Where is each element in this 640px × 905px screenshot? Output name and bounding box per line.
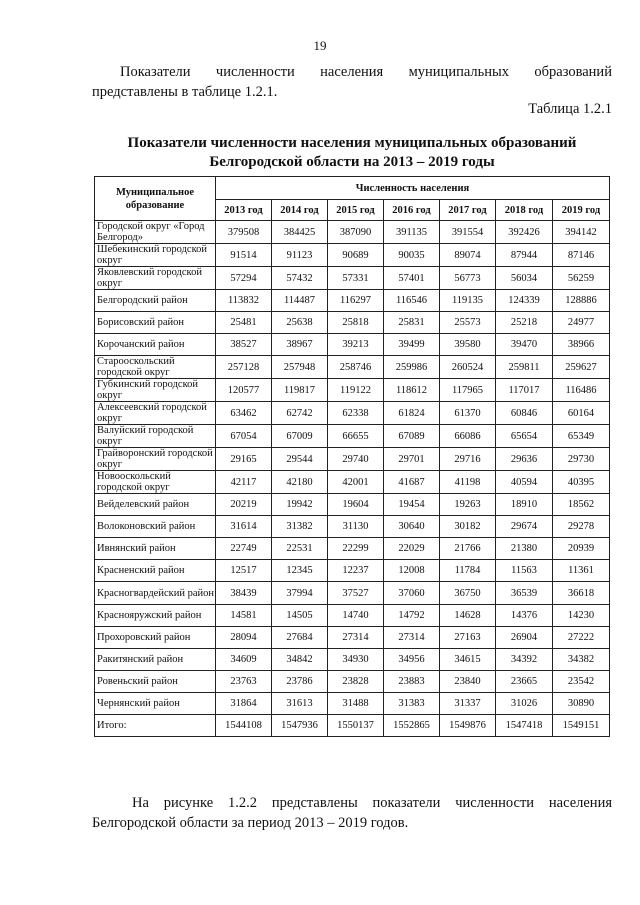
population-cell: 40594 xyxy=(496,471,553,494)
population-cell: 116297 xyxy=(328,290,384,312)
population-cell: 30890 xyxy=(553,693,610,715)
population-cell: 12008 xyxy=(384,560,440,582)
population-cell: 39580 xyxy=(440,334,496,356)
population-cell: 40395 xyxy=(553,471,610,494)
population-cell: 117017 xyxy=(496,379,553,402)
population-cell: 394142 xyxy=(553,221,610,244)
population-cell: 23786 xyxy=(272,671,328,693)
population-cell: 392426 xyxy=(496,221,553,244)
population-cell: 258746 xyxy=(328,356,384,379)
population-cell: 257948 xyxy=(272,356,328,379)
population-cell: 116546 xyxy=(384,290,440,312)
population-cell: 260524 xyxy=(440,356,496,379)
population-cell: 29740 xyxy=(328,448,384,471)
population-cell: 23665 xyxy=(496,671,553,693)
table-row xyxy=(95,627,610,649)
population-cell: 31130 xyxy=(328,516,384,538)
population-cell: 391554 xyxy=(440,221,496,244)
population-cell: 29278 xyxy=(553,516,610,538)
population-cell: 27163 xyxy=(440,627,496,649)
table-label: Таблица 1.2.1 xyxy=(528,101,612,117)
intro-paragraph xyxy=(92,62,612,102)
outro-line-2: Белгородской области за период 2013 – 2019 годов. xyxy=(92,815,409,831)
population-cell: 27222 xyxy=(553,627,610,649)
population-cell: 387090 xyxy=(328,221,384,244)
population-cell: 25218 xyxy=(496,312,553,334)
population-cell: 63462 xyxy=(216,402,272,425)
region-name-cell: Белгородский район xyxy=(95,290,216,312)
population-cell: 117965 xyxy=(440,379,496,402)
population-cell: 25573 xyxy=(440,312,496,334)
population-cell: 56034 xyxy=(496,267,553,290)
population-cell: 34615 xyxy=(440,649,496,671)
population-cell: 25638 xyxy=(272,312,328,334)
population-cell: 11361 xyxy=(553,560,610,582)
region-name-cell: Волоконовский район xyxy=(95,516,216,538)
region-name-cell: Краснояружский район xyxy=(95,605,216,627)
population-cell: 31026 xyxy=(496,693,553,715)
population-cell: 18910 xyxy=(496,494,553,516)
population-cell: 57294 xyxy=(216,267,272,290)
population-cell: 25818 xyxy=(328,312,384,334)
population-cell: 67089 xyxy=(384,425,440,448)
population-cell: 23883 xyxy=(384,671,440,693)
population-cell: 1550137 xyxy=(328,715,384,737)
region-name-cell: Грайворонский городской округ xyxy=(95,448,216,471)
population-cell: 11563 xyxy=(496,560,553,582)
population-cell: 34842 xyxy=(272,649,328,671)
population-cell: 37994 xyxy=(272,582,328,605)
table-row xyxy=(95,379,610,402)
table-title-line-2: Белгородской области на 2013 – 2019 годы xyxy=(209,154,495,170)
table-row xyxy=(95,560,610,582)
population-cell: 19942 xyxy=(272,494,328,516)
population-cell: 27684 xyxy=(272,627,328,649)
population-cell: 22029 xyxy=(384,538,440,560)
population-cell: 29716 xyxy=(440,448,496,471)
population-cell: 36618 xyxy=(553,582,610,605)
table-row xyxy=(95,312,610,334)
intro-word: Показатели xyxy=(120,64,191,80)
table-row xyxy=(95,494,610,516)
population-cell: 42001 xyxy=(328,471,384,494)
population-cell: 62338 xyxy=(328,402,384,425)
table-row xyxy=(95,516,610,538)
population-cell: 56259 xyxy=(553,267,610,290)
population-cell: 12517 xyxy=(216,560,272,582)
region-name-cell: Борисовский район xyxy=(95,312,216,334)
year-header: 2015 год xyxy=(328,200,384,221)
population-cell: 61370 xyxy=(440,402,496,425)
population-cell: 38527 xyxy=(216,334,272,356)
population-cell: 36750 xyxy=(440,582,496,605)
table-row xyxy=(95,693,610,715)
outro-word: На xyxy=(132,795,149,811)
population-cell: 25831 xyxy=(384,312,440,334)
population-cell: 22299 xyxy=(328,538,384,560)
population-cell: 14505 xyxy=(272,605,328,627)
outro-word: рисунке xyxy=(163,795,214,811)
population-cell: 65654 xyxy=(496,425,553,448)
population-cell: 23840 xyxy=(440,671,496,693)
population-cell: 87146 xyxy=(553,244,610,267)
population-cell: 67054 xyxy=(216,425,272,448)
outro-line-1 xyxy=(92,793,612,813)
population-cell: 23542 xyxy=(553,671,610,693)
population-cell: 42180 xyxy=(272,471,328,494)
year-header: 2014 год xyxy=(272,200,328,221)
year-header: 2016 год xyxy=(384,200,440,221)
region-name-cell: Ровеньский район xyxy=(95,671,216,693)
population-cell: 31614 xyxy=(216,516,272,538)
population-cell: 19263 xyxy=(440,494,496,516)
population-group-header: Численность населения xyxy=(216,177,610,200)
population-cell: 259986 xyxy=(384,356,440,379)
table-row xyxy=(95,356,610,379)
table-row xyxy=(95,671,610,693)
population-cell: 12345 xyxy=(272,560,328,582)
region-name-cell: Валуйский городской округ xyxy=(95,425,216,448)
outro-paragraph xyxy=(92,793,612,833)
region-name-cell: Городской округ «Город Белгород» xyxy=(95,221,216,244)
population-cell: 41687 xyxy=(384,471,440,494)
population-cell: 23828 xyxy=(328,671,384,693)
table-title-line-1: Показатели численности населения муниципальных образований xyxy=(127,135,577,151)
population-cell: 120577 xyxy=(216,379,272,402)
table-row xyxy=(95,582,610,605)
population-cell: 25481 xyxy=(216,312,272,334)
population-cell: 29730 xyxy=(553,448,610,471)
population-cell: 1547936 xyxy=(272,715,328,737)
outro-word: показатели xyxy=(372,795,441,811)
table-row xyxy=(95,448,610,471)
population-cell: 39499 xyxy=(384,334,440,356)
population-cell: 384425 xyxy=(272,221,328,244)
table-row xyxy=(95,334,610,356)
population-cell: 114487 xyxy=(272,290,328,312)
population-cell: 1549151 xyxy=(553,715,610,737)
region-name-cell: Вейделевский район xyxy=(95,494,216,516)
population-cell: 29165 xyxy=(216,448,272,471)
population-cell: 37060 xyxy=(384,582,440,605)
population-cell: 65349 xyxy=(553,425,610,448)
population-cell: 11784 xyxy=(440,560,496,582)
population-table xyxy=(94,176,610,737)
table-row xyxy=(95,425,610,448)
table-title xyxy=(92,134,612,172)
intro-word: численности xyxy=(215,64,295,80)
population-cell: 119817 xyxy=(272,379,328,402)
year-header: 2019 год xyxy=(553,200,610,221)
population-cell: 21380 xyxy=(496,538,553,560)
population-cell: 28094 xyxy=(216,627,272,649)
table-row xyxy=(95,715,610,737)
region-name-cell: Новооскольский городской округ xyxy=(95,471,216,494)
population-cell: 34930 xyxy=(328,649,384,671)
population-cell: 66086 xyxy=(440,425,496,448)
population-cell: 36539 xyxy=(496,582,553,605)
population-cell: 30182 xyxy=(440,516,496,538)
population-cell: 24977 xyxy=(553,312,610,334)
table-row xyxy=(95,221,610,244)
population-cell: 34392 xyxy=(496,649,553,671)
population-cell: 90035 xyxy=(384,244,440,267)
population-cell: 31382 xyxy=(272,516,328,538)
population-cell: 67009 xyxy=(272,425,328,448)
region-name-cell: Яковлевский городской округ xyxy=(95,267,216,290)
population-cell: 34609 xyxy=(216,649,272,671)
intro-word: образований xyxy=(534,64,612,80)
population-cell: 39213 xyxy=(328,334,384,356)
region-name-cell: Ивнянский район xyxy=(95,538,216,560)
population-cell: 1552865 xyxy=(384,715,440,737)
population-cell: 31488 xyxy=(328,693,384,715)
region-name-cell: Губкинский городской округ xyxy=(95,379,216,402)
outro-word: 1.2.2 xyxy=(228,795,257,811)
intro-word: населения xyxy=(320,64,384,80)
population-cell: 31864 xyxy=(216,693,272,715)
population-cell: 113832 xyxy=(216,290,272,312)
intro-line-2: представлены в таблице 1.2.1. xyxy=(92,84,278,100)
population-cell: 14230 xyxy=(553,605,610,627)
population-cell: 29544 xyxy=(272,448,328,471)
year-header: 2017 год xyxy=(440,200,496,221)
population-cell: 23763 xyxy=(216,671,272,693)
population-cell: 91514 xyxy=(216,244,272,267)
population-cell: 29636 xyxy=(496,448,553,471)
outro-word: населения xyxy=(548,795,612,811)
population-cell: 56773 xyxy=(440,267,496,290)
table-row xyxy=(95,402,610,425)
year-header: 2018 год xyxy=(496,200,553,221)
population-cell: 124339 xyxy=(496,290,553,312)
population-cell: 19454 xyxy=(384,494,440,516)
population-cell: 14740 xyxy=(328,605,384,627)
region-name-cell: Шебекинский городской округ xyxy=(95,244,216,267)
page-number: 19 xyxy=(313,38,327,53)
population-cell: 116486 xyxy=(553,379,610,402)
population-cell: 31337 xyxy=(440,693,496,715)
population-cell: 119135 xyxy=(440,290,496,312)
table-body xyxy=(95,221,610,737)
intro-word: муниципальных xyxy=(408,64,509,80)
population-cell: 19604 xyxy=(328,494,384,516)
population-cell: 57331 xyxy=(328,267,384,290)
population-cell: 60164 xyxy=(553,402,610,425)
population-cell: 257128 xyxy=(216,356,272,379)
population-cell: 91123 xyxy=(272,244,328,267)
population-cell: 391135 xyxy=(384,221,440,244)
region-name-cell: Красненский район xyxy=(95,560,216,582)
population-cell: 42117 xyxy=(216,471,272,494)
population-cell: 57432 xyxy=(272,267,328,290)
table-row xyxy=(95,290,610,312)
region-name-cell: Ракитянский район xyxy=(95,649,216,671)
population-cell: 62742 xyxy=(272,402,328,425)
population-cell: 128886 xyxy=(553,290,610,312)
population-cell: 29674 xyxy=(496,516,553,538)
population-cell: 20939 xyxy=(553,538,610,560)
population-cell: 38966 xyxy=(553,334,610,356)
population-cell: 118612 xyxy=(384,379,440,402)
population-cell: 61824 xyxy=(384,402,440,425)
population-cell: 34956 xyxy=(384,649,440,671)
population-cell: 20219 xyxy=(216,494,272,516)
region-name-cell: Прохоровский район xyxy=(95,627,216,649)
population-cell: 31383 xyxy=(384,693,440,715)
population-cell: 18562 xyxy=(553,494,610,516)
population-cell: 259627 xyxy=(553,356,610,379)
population-cell: 14376 xyxy=(496,605,553,627)
population-cell: 21766 xyxy=(440,538,496,560)
population-cell: 38967 xyxy=(272,334,328,356)
population-cell: 41198 xyxy=(440,471,496,494)
population-cell: 29701 xyxy=(384,448,440,471)
population-cell: 22531 xyxy=(272,538,328,560)
population-cell: 1547418 xyxy=(496,715,553,737)
table-row xyxy=(95,538,610,560)
region-name-cell: Итого: xyxy=(95,715,216,737)
population-cell: 38439 xyxy=(216,582,272,605)
year-header: 2013 год xyxy=(216,200,272,221)
table-row xyxy=(95,244,610,267)
population-cell: 119122 xyxy=(328,379,384,402)
population-cell: 34382 xyxy=(553,649,610,671)
region-name-cell: Чернянский район xyxy=(95,693,216,715)
population-cell: 379508 xyxy=(216,221,272,244)
table-row xyxy=(95,649,610,671)
region-name-cell: Красногвардейский район xyxy=(95,582,216,605)
table-row xyxy=(95,605,610,627)
region-column-header: Муниципальное образование xyxy=(95,177,216,221)
population-cell: 27314 xyxy=(328,627,384,649)
population-cell: 30640 xyxy=(384,516,440,538)
table-row xyxy=(95,471,610,494)
population-cell: 31613 xyxy=(272,693,328,715)
population-cell: 57401 xyxy=(384,267,440,290)
table-row xyxy=(95,267,610,290)
population-cell: 60846 xyxy=(496,402,553,425)
population-cell: 14628 xyxy=(440,605,496,627)
population-cell: 1549876 xyxy=(440,715,496,737)
outro-word: представлены xyxy=(271,795,358,811)
population-cell: 22749 xyxy=(216,538,272,560)
population-cell: 14792 xyxy=(384,605,440,627)
population-cell: 259811 xyxy=(496,356,553,379)
region-name-cell: Старооскольский городской округ xyxy=(95,356,216,379)
population-cell: 90689 xyxy=(328,244,384,267)
population-cell: 1544108 xyxy=(216,715,272,737)
population-cell: 87944 xyxy=(496,244,553,267)
population-cell: 89074 xyxy=(440,244,496,267)
region-name-cell: Алексеевский городской округ xyxy=(95,402,216,425)
population-cell: 14581 xyxy=(216,605,272,627)
population-cell: 27314 xyxy=(384,627,440,649)
population-cell: 66655 xyxy=(328,425,384,448)
intro-line-1 xyxy=(92,62,612,82)
outro-word: численности xyxy=(455,795,535,811)
population-cell: 39470 xyxy=(496,334,553,356)
region-name-cell: Корочанский район xyxy=(95,334,216,356)
population-cell: 26904 xyxy=(496,627,553,649)
population-cell: 12237 xyxy=(328,560,384,582)
population-cell: 37527 xyxy=(328,582,384,605)
